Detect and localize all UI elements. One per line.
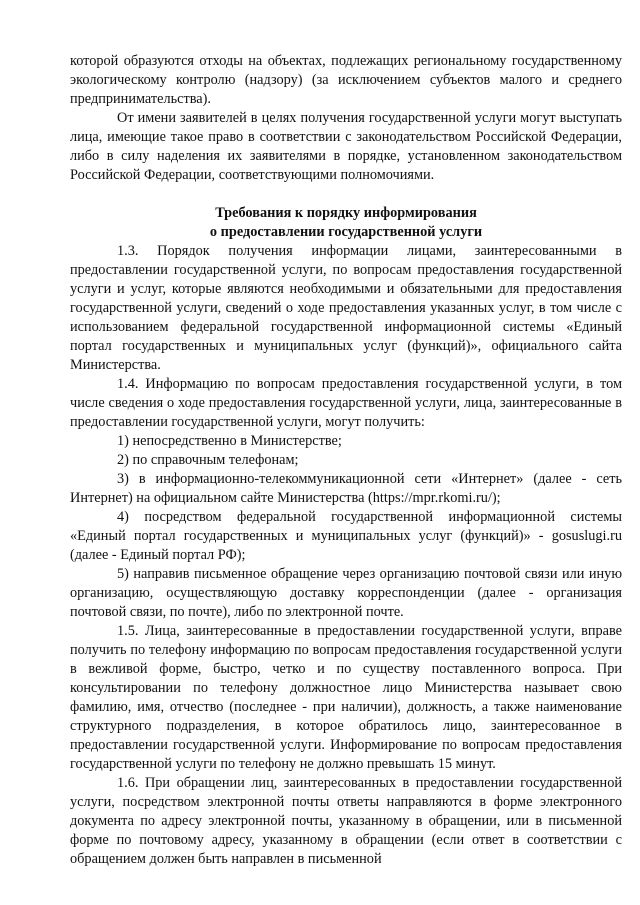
section-heading-line-2: о предоставлении государственной услуги — [209, 224, 483, 240]
list-item-2: 2) по справочным телефонам; — [117, 452, 299, 468]
list-item-5: 5) направив письменное обращение через организацию почтовой связи или иную организацию, осуществляющую доставку корреспонденции (далее - организация почтовой связи, по почте), либо по электронной почте. — [70, 566, 622, 620]
paragraph-1-6: 1.6. При обращении лиц, заинтересованных в предоставлении государственной услуги, посредством электронной почты ответы направляются в форме электронного документа по адресу электронной почты, указанному в обращении, или в письменной форме по почтовому адресу, указанному в обращении (если ответ в соответствии с обращением должен быть направлен в письменной — [70, 775, 622, 867]
paragraph-1-3: 1.3. Порядок получения информации лицами, заинтересованными в предоставлении государственной услуги, по вопросам предоставления государственной услуги и услуг, которые являются необходимыми и обязательными для предоставления государственной услуги, сведений о ходе предоставления указанных услуг, в том числе с использованием федеральной государственной информационной системы «Единый портал государственных и муниципальных услуг (функций)», официального сайта Министерства. — [70, 243, 622, 373]
paragraph-1-5: 1.5. Лица, заинтересованные в предоставлении государственной услуги, вправе получить по телефону информацию по вопросам предоставления государственной услуги в вежливой форме, быстро, четко и по существу поставленного вопроса. При консультировании по телефону должностное лицо Министерства называет свою фамилию, имя, отчество (последнее - при наличии), должность, а также наименование структурного подразделения, в которое обратилось лицо, заинтересованное в предоставлении государственной услуги. Информирование по вопросам предоставления государственной услуги по телефону не должно превышать 15 минут. — [70, 623, 622, 772]
intro-paragraph-continuation: которой образуются отходы на объектах, подлежащих региональному государственному экологическому контролю (надзору) (за исключением субъектов малого и среднего предпринимательства). — [70, 53, 622, 107]
intro-paragraph-applicants: От имени заявителей в целях получения государственной услуги могут выступать лица, имеющие такое право в соответствии с законодательством Российской Федерации, либо в силу наделения их заявителями в порядке, установленном законодательством Российской Федерации, соответствующими полномочиями. — [70, 110, 622, 183]
section-heading — [70, 204, 622, 242]
list-item-1: 1) непосредственно в Министерстве; — [117, 433, 342, 449]
paragraph-1-4: 1.4. Информацию по вопросам предоставления государственной услуги, в том числе сведения о ходе предоставления государственной услуги, лица, заинтересованные в предоставлении государственной услуги, могут получить: — [70, 376, 622, 430]
list-item-4: 4) посредством федеральной государственной информационной системы «Единый портал государственных и муниципальных услуг (функций)» - gosuslugi.ru (далее - Единый портал РФ); — [70, 509, 622, 563]
section-heading-line-1: Требования к порядку информирования — [215, 205, 477, 221]
list-item-3: 3) в информационно-телекоммуникационной сети «Интернет» (далее - сеть Интернет) на официальном сайте Министерства (https://mpr.rkomi.ru/); — [70, 471, 622, 506]
document-page — [70, 52, 622, 869]
